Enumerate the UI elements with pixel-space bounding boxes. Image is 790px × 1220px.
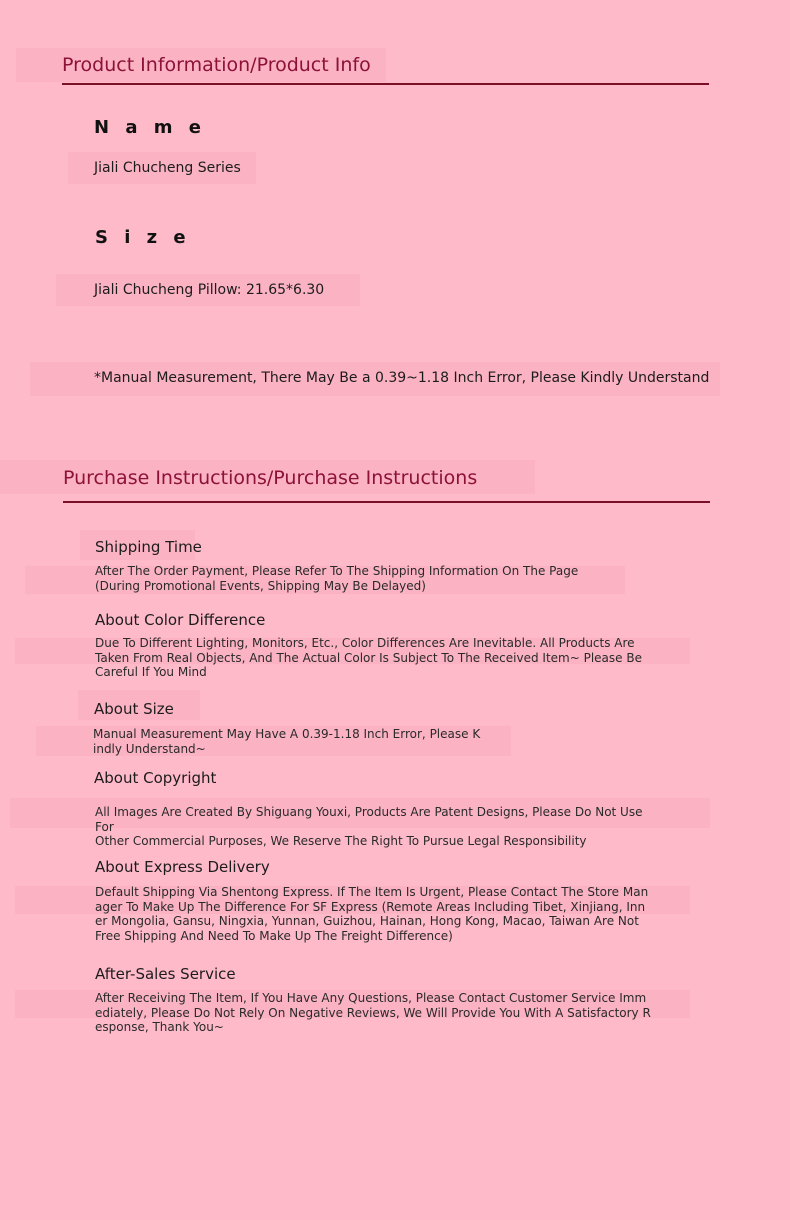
shipping-time-body: After The Order Payment, Please Refer To The Shipping Information On The Page (During Promotional Events, Shipping May Be Delayed) bbox=[95, 564, 579, 593]
about-copyright-title: About Copyright bbox=[94, 769, 217, 787]
measurement-note: *Manual Measurement, There May Be a 0.39~1.18 Inch Error, Please Kindly Understand bbox=[94, 370, 710, 386]
about-copyright-body: All Images Are Created By Shiguang Youxi, Products Are Patent Designs, Please Do Not Use For Other Commercial Purposes, We Reserve The Right To Pursue Legal Responsibility bbox=[95, 805, 643, 848]
size-value: Jiali Chucheng Pillow: 21.65*6.30 bbox=[94, 282, 325, 298]
about-size-title: About Size bbox=[94, 700, 174, 718]
name-label: N a m e bbox=[94, 117, 206, 138]
express-delivery-body: Default Shipping Via Shentong Express. If The Item Is Urgent, Please Contact The Store Man ager To Make Up The Difference For SF Express (Remote Areas Including Tibet, Xinjiang, Inn er Mongolia, Gansu, Ningxia, Yunnan, Guizhou, Hainan, Hong Kong, Macao, Taiwan Are Not Free Shipping And Need To Make Up The Freight Difference) bbox=[95, 885, 649, 943]
after-sales-title: After-Sales Service bbox=[95, 965, 236, 983]
product-info-divider bbox=[62, 83, 709, 85]
color-difference-body: Due To Different Lighting, Monitors, Etc., Color Differences Are Inevitable. All Products Are Taken From Real Objects, And The Actual Color Is Subject To The Received Item~ Please Be Careful If You Mind bbox=[95, 636, 642, 679]
color-difference-title: About Color Difference bbox=[95, 611, 266, 629]
purchase-instructions-title: Purchase Instructions/Purchase Instructions bbox=[63, 467, 478, 489]
express-delivery-title: About Express Delivery bbox=[95, 858, 270, 876]
shipping-time-title: Shipping Time bbox=[95, 538, 202, 556]
after-sales-body: After Receiving The Item, If You Have Any Questions, Please Contact Customer Service Imm ediately, Please Do Not Rely On Negative Reviews, We Will Provide You With A Satisfactory R esponse, Thank You~ bbox=[95, 991, 651, 1034]
purchase-instructions-divider bbox=[63, 501, 710, 503]
size-label: S i z e bbox=[95, 227, 191, 248]
about-size-body: Manual Measurement May Have A 0.39-1.18 Inch Error, Please K indly Understand~ bbox=[93, 727, 481, 756]
name-value: Jiali Chucheng Series bbox=[94, 160, 241, 176]
product-info-title: Product Information/Product Info bbox=[62, 54, 371, 76]
